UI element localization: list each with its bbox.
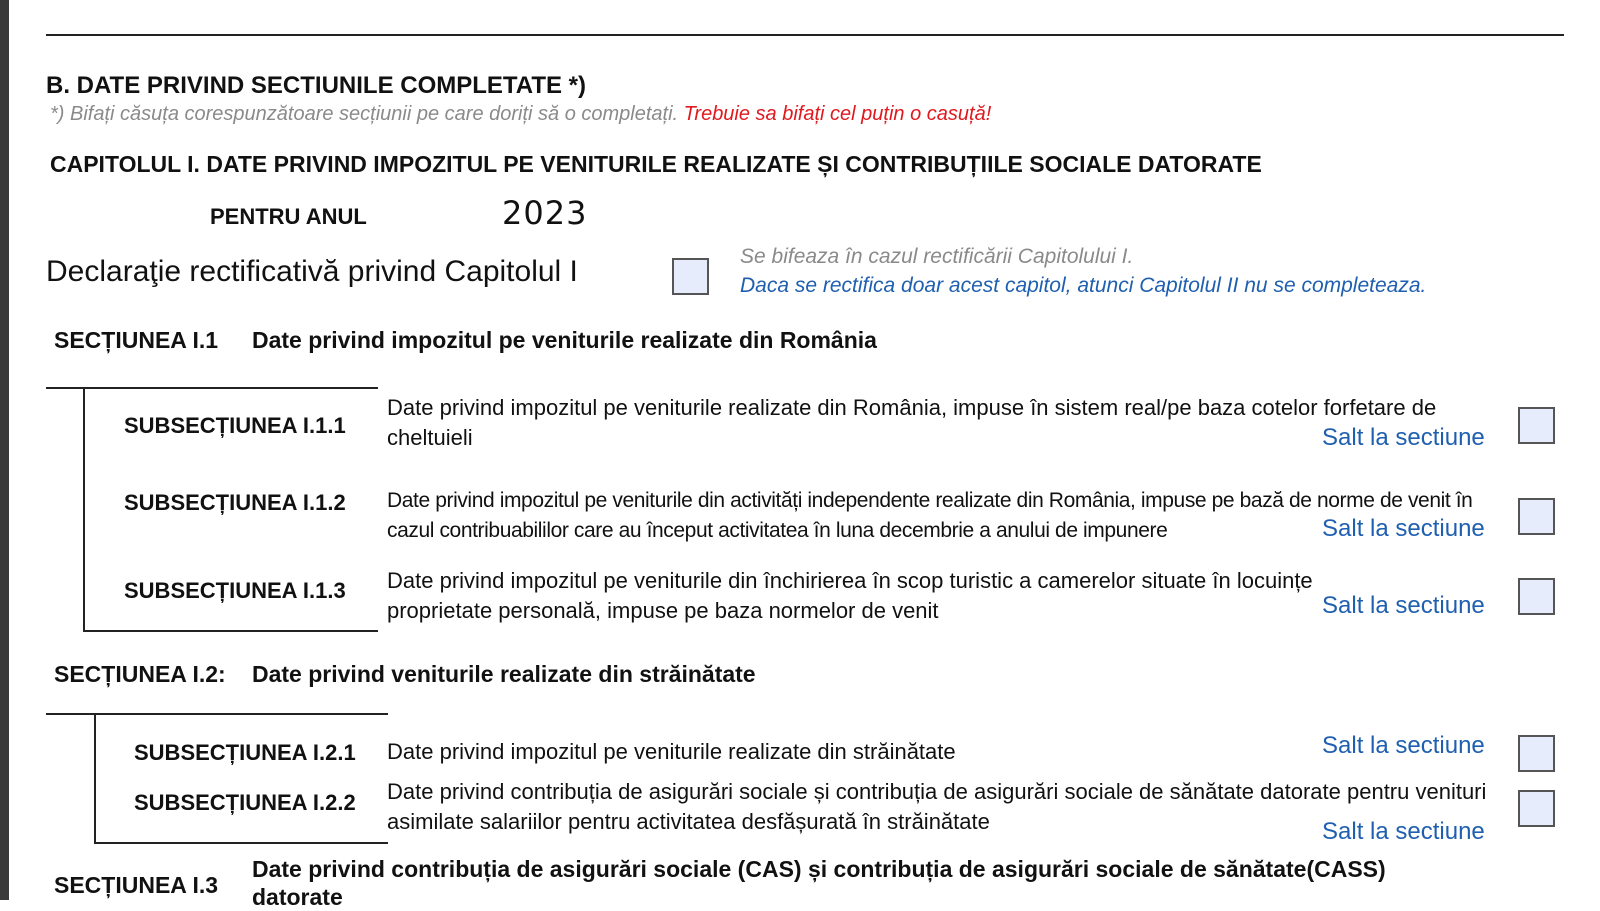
section-i2-title: Date privind veniturile realizate din străinătate xyxy=(252,661,756,687)
subsection-i13-number: SUBSECȚIUNEA I.1.3 xyxy=(124,578,346,603)
subsection-i13-checkbox[interactable] xyxy=(1518,578,1555,615)
subsection-i21-checkbox[interactable] xyxy=(1518,735,1555,772)
rectification-checkbox[interactable] xyxy=(672,258,709,295)
chapter-title: CAPITOLUL I. DATE PRIVIND IMPOZITUL PE VENITURILE REALIZATE ȘI CONTRIBUȚIILE SOCIALE DATORATE xyxy=(50,151,1262,177)
subsection-i11-checkbox[interactable] xyxy=(1518,407,1555,444)
section-i1-title: Date privind impozitul pe veniturile realizate din România xyxy=(252,327,877,353)
subsection-i11-description: Date privind impozitul pe veniturile realizate din România, impuse în sistem real/pe baza cotelor forfetare de cheltuieli xyxy=(387,395,1437,450)
rectification-hint: Se bifeaza în cazul rectificării Capitolului I. xyxy=(740,245,1134,268)
section-i3-number: SECȚIUNEA I.3 xyxy=(54,872,219,898)
year-label: PENTRU ANUL xyxy=(210,204,367,229)
section-i1-left-line xyxy=(83,387,85,632)
section-b-title: B. DATE PRIVIND SECTIUNILE COMPLETATE *) xyxy=(46,72,587,99)
section-i3-title: Date privind contribuția de asigurări sociale (CAS) și contribuția de asigurări sociale de sănătate(CASS) xyxy=(252,856,1386,882)
subsection-i22-number: SUBSECȚIUNEA I.2.2 xyxy=(134,790,356,815)
subsection-i12-jump-link[interactable]: Salt la sectiune xyxy=(1322,515,1485,542)
subsection-i22-checkbox[interactable] xyxy=(1518,790,1555,827)
subsection-i11-jump-link[interactable]: Salt la sectiune xyxy=(1322,424,1485,451)
section-b-note xyxy=(50,103,991,126)
section-i3-title-continued: datorate xyxy=(252,884,343,910)
rectification-hint-blue: Daca se rectifica doar acest capitol, atunci Capitolul II nu se completeaza. xyxy=(740,274,1427,297)
section-i2-top-line xyxy=(46,713,388,715)
subsection-i21-jump-link[interactable]: Salt la sectiune xyxy=(1322,732,1485,759)
subsection-i12-checkbox[interactable] xyxy=(1518,498,1555,535)
subsection-i12-number: SUBSECȚIUNEA I.1.2 xyxy=(124,490,346,515)
section-i1-number: SECȚIUNEA I.1 xyxy=(54,327,219,353)
note-text: *) Bifați căsuța corespunzătoare secțiunii pe care doriți să o completați. xyxy=(50,103,679,125)
subsection-i21-description: Date privind impozitul pe veniturile realizate din străinătate xyxy=(387,739,956,764)
note-warning: Trebuie sa bifați cel puțin o casuță! xyxy=(683,103,992,125)
subsection-i22-description: Date privind contribuția de asigurări sociale și contribuția de asigurări sociale de sănătate datorate pentru venituri asimilate salariilor pentru activitatea desfășurată în străinătate xyxy=(387,779,1487,834)
subsection-i21-number: SUBSECȚIUNEA I.2.1 xyxy=(134,740,356,765)
top-divider xyxy=(46,34,1564,36)
subsection-i13-jump-link[interactable]: Salt la sectiune xyxy=(1322,592,1485,619)
subsection-i22-jump-link[interactable]: Salt la sectiune xyxy=(1322,818,1485,845)
section-i2-left-line xyxy=(94,713,96,843)
section-i2-bottom-line xyxy=(94,842,388,844)
year-value[interactable]: 2023 xyxy=(502,194,588,232)
subsection-i13-description: Date privind impozitul pe veniturile din închirierea în scop turistic a camerelor situate în locuințe proprietate personală, impuse pe baza normelor de venit xyxy=(387,568,1313,623)
section-i1-top-line xyxy=(46,387,378,389)
subsection-i12-description: Date privind impozitul pe veniturile din activități independente realizate din România, impuse pe bază de norme de venit în cazul contribuabililor care au început activitatea în luna decembrie a anului de impunere xyxy=(387,489,1473,542)
subsection-i11-number: SUBSECȚIUNEA I.1.1 xyxy=(124,413,346,438)
rectification-label: Declaraţie rectificativă privind Capitolul I xyxy=(46,255,578,288)
section-i1-bottom-line xyxy=(83,630,378,632)
viewer-left-border xyxy=(0,0,9,900)
section-i2-number: SECȚIUNEA I.2: xyxy=(54,661,226,687)
